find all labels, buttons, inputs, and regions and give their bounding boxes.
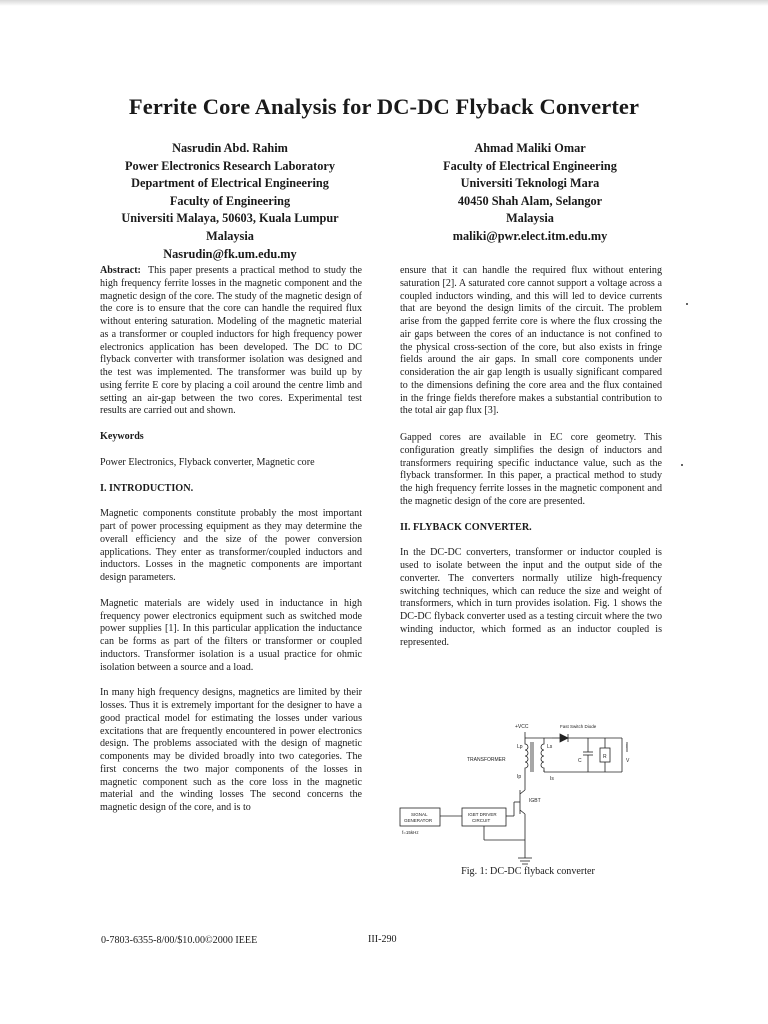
author-address: Universiti Malaya, 50603, Kuala Lumpur: [121, 211, 339, 226]
left-column: [100, 265, 362, 828]
intro-paragraph: In many high frequency designs, magnetics are limited by their losses. Thus it is extremely important for the designer to have a good practical model for estimating the losses under various excitations that are frequently encountered in power electronics design. The problems associated with the design of magnetic components may be divided broadly into two categories. The first concerns the two major components of the losses in magnetic component such as the core loss in the magnetic material and the winding losses The second concerns the magnetic design of the core, and is to: [100, 687, 362, 813]
body-paragraph: Gapped cores are available in EC core geometry. This configuration greatly simplifies the design of inductors and transformers requiring specific inductance value, such as the flyback transformer. In this paper, a practical method to study the high frequency ferrite losses in the magnetic component and the magnetic design of the core are presented.: [400, 432, 662, 507]
section-heading-flyback: II. FLYBACK CONVERTER.: [400, 521, 532, 533]
author-block-1: [96, 140, 364, 263]
signal-generator-box: [400, 808, 440, 826]
paper-title: Ferrite Core Analysis for DC-DC Flyback Converter: [128, 94, 640, 119]
i-label: I: [626, 744, 628, 750]
author-email: Nasrudin@fk.um.edu.my: [163, 246, 297, 261]
circuit-diagram: [392, 716, 660, 866]
scan-shadow: [0, 0, 768, 6]
author-affiliation: Faculty of Engineering: [169, 193, 291, 208]
c-label: C: [578, 758, 582, 764]
author-country: Malaysia: [206, 228, 254, 243]
is-label: Is: [550, 776, 554, 782]
abstract-label: Abstract:: [100, 265, 141, 276]
author-affiliation: Universiti Teknologi Mara: [460, 176, 600, 191]
author-name: Ahmad Maliki Omar: [474, 141, 586, 155]
v-label: V: [626, 758, 630, 764]
page-number: III-290: [368, 934, 397, 945]
intro-paragraph: Magnetic materials are widely used in inductance in high frequency power electronics equipment such as switched mode power supplies [1]. In this particular application the inductance can be forms as part of the filters or transformer or coupled inductors. Transformer isolation is a usual practice for ohmic isolation between a source and a load.: [100, 597, 362, 673]
section-heading-introduction: I. INTRODUCTION.: [100, 482, 194, 494]
signal-generator-label: SIGNAL: [411, 812, 428, 817]
author-affiliation: Department of Electrical Engineering: [131, 176, 329, 191]
copyright-notice: 0-7803-6355-8/00/$10.00©2000 IEEE: [101, 935, 258, 946]
transformer-label: TRANSFORMER: [467, 757, 506, 763]
author-name: Nasrudin Abd. Rahim: [172, 141, 288, 155]
author-email: maliki@pwr.elect.itm.edu.my: [452, 228, 608, 243]
ip-label: Ip: [517, 774, 522, 780]
igbt-label: IGBT: [529, 798, 541, 804]
igbt-collector: [520, 790, 525, 794]
right-column: [400, 265, 662, 662]
signal-generator-label: GENERATOR: [404, 818, 433, 823]
frequency-label: f=15kHz: [402, 830, 419, 835]
keywords-text: Power Electronics, Flyback converter, Magnetic core: [100, 456, 315, 468]
secondary-coil: [541, 738, 544, 772]
abstract: [100, 265, 362, 418]
author-country: Malaysia: [506, 211, 554, 226]
diode-label: Fast Switch Diode: [560, 724, 597, 729]
ls-label: Ls: [547, 744, 553, 750]
scan-speck: [681, 464, 683, 466]
driver-label: IGBT DRIVER: [468, 812, 497, 817]
driver-box: [462, 808, 506, 826]
author-affiliation: Faculty of Electrical Engineering: [443, 158, 617, 173]
body-paragraph: ensure that it can handle the required flux without entering saturation [2]. A saturated core cannot support a voltage across a coupled inductors winding, and this will led to device currents that are beyond the design limits of the circuit. The problem arise from the gapped ferrite core is where the flux crossing the air gaps between the cores of an inductance is not confined to the physical cross-section of the core, but also exists in fringe fields around the air gaps. In small core components under consideration the air gap length is usually significant compared to the dimensions defining the core area and the flux contained in the fringe fields therefore makes a substantial contribution to the total air gap flux [3].: [400, 265, 662, 417]
diode-symbol: [560, 734, 568, 742]
author-block-2: [412, 140, 648, 246]
flyback-paragraph: In the DC-DC converters, transformer or inductor coupled is used to isolate between the input and the output side of the converter. The converters normally utilize high-frequency switching techniques, which can reduce the size and weight of transformers, which in turn provides isolation. Fig. 1 shows the DC-DC flyback converter used as a testing circuit where the two winding inductor, which formed as an inductor coupled is represented.: [400, 547, 662, 648]
author-address: 40450 Shah Alam, Selangor: [457, 193, 603, 208]
author-affiliation: Power Electronics Research Laboratory: [124, 158, 336, 173]
vcc-label: +VCC: [515, 724, 529, 730]
primary-coil: [525, 738, 528, 774]
driver-label: CIRCUIT: [472, 818, 491, 823]
figure-flyback-circuit: [392, 716, 660, 866]
lp-label: Lp: [517, 744, 523, 750]
r-label: R: [603, 754, 607, 760]
igbt-emitter: [520, 810, 525, 814]
intro-paragraph: Magnetic components constitute probably the most important part of power processing equipment as they may determine the overall efficiency and the size of the power conversion applications. They enter as transformer/coupled inductors and inductors. Losses in the magnetic components are important design parameters.: [100, 508, 362, 583]
scan-speck: [686, 303, 688, 305]
abstract-text: This paper presents a practical method to study the high frequency ferrite losses in the magnetic component and the magnetic design of the core. The study of the magnetic design of the core is to ensure that the core can handle the required flux without entering saturation. Modeling of the magnetic material as a transformer or coupled inductors for high frequency power electronics application has been developed. The DC to DC flyback converter with transformer isolation was designed and the test was implemented. The transformer was build up by using ferrite E core by placing a coil around the centre limb and setting an air-gap between the two cores. Experimental test results are carried out and shown.: [100, 265, 362, 417]
figure-caption: Fig. 1: DC-DC flyback converter: [461, 866, 595, 877]
keywords-heading: Keywords: [100, 431, 144, 442]
